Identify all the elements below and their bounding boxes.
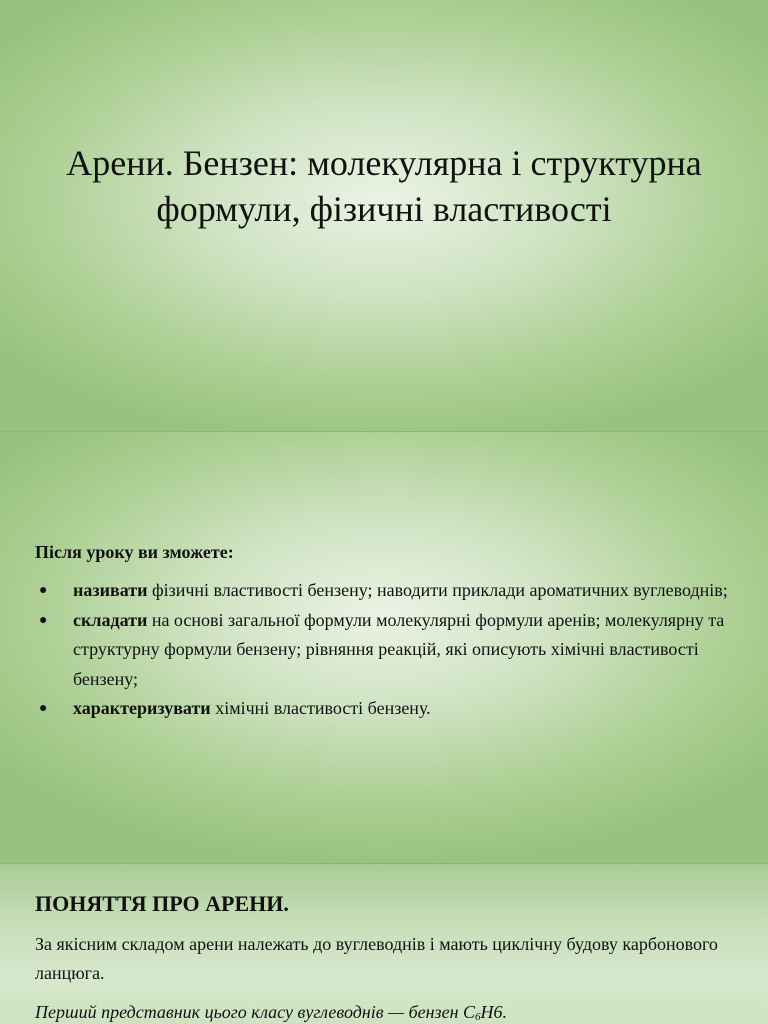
objectives-heading: Після уроку ви зможете: [35,542,234,562]
formula-suffix: Н6. [480,1002,507,1022]
objective-verb: складати [73,609,148,630]
bullet-icon: ● [39,583,48,598]
section-heading: ПОНЯТТЯ ПРО АРЕНИ. [35,891,289,916]
objective-text: хімічні властивості бензену. [210,698,431,718]
arenes-concept-slide [0,864,768,1024]
first-representative-line [35,998,755,1024]
objective-text: на основі загальної формули молекулярні формули аренів; молекулярну та структурну формули бензену; рівняння реакцій, які описують хімічні властивості бензену; [73,609,725,689]
slide-title: Арени. Бензен: молекулярна і структурна формули, фізичні властивості [66,143,702,229]
objective-item [35,606,750,695]
bullet-icon: ● [39,701,48,716]
bullet-icon: ● [39,612,48,628]
objective-item [35,694,750,724]
objective-verb: називати [73,580,148,600]
formula-subscript: 6 [475,1011,481,1023]
objective-verb: характеризувати [73,698,211,718]
first-representative-text: Перший представник цього класу вуглеводнів — бензен С [35,1002,475,1022]
title-slide [0,0,768,432]
objectives-list [35,576,750,724]
objective-item [35,576,750,606]
arenes-definition: За якісним складом арени належать до вуглеводнів і мають циклічну будову карбонового ланцюга. [35,934,718,983]
objectives-slide [0,432,768,864]
objective-text: фізичні властивості бензену; наводити приклади ароматичних вуглеводнів; [147,580,728,600]
